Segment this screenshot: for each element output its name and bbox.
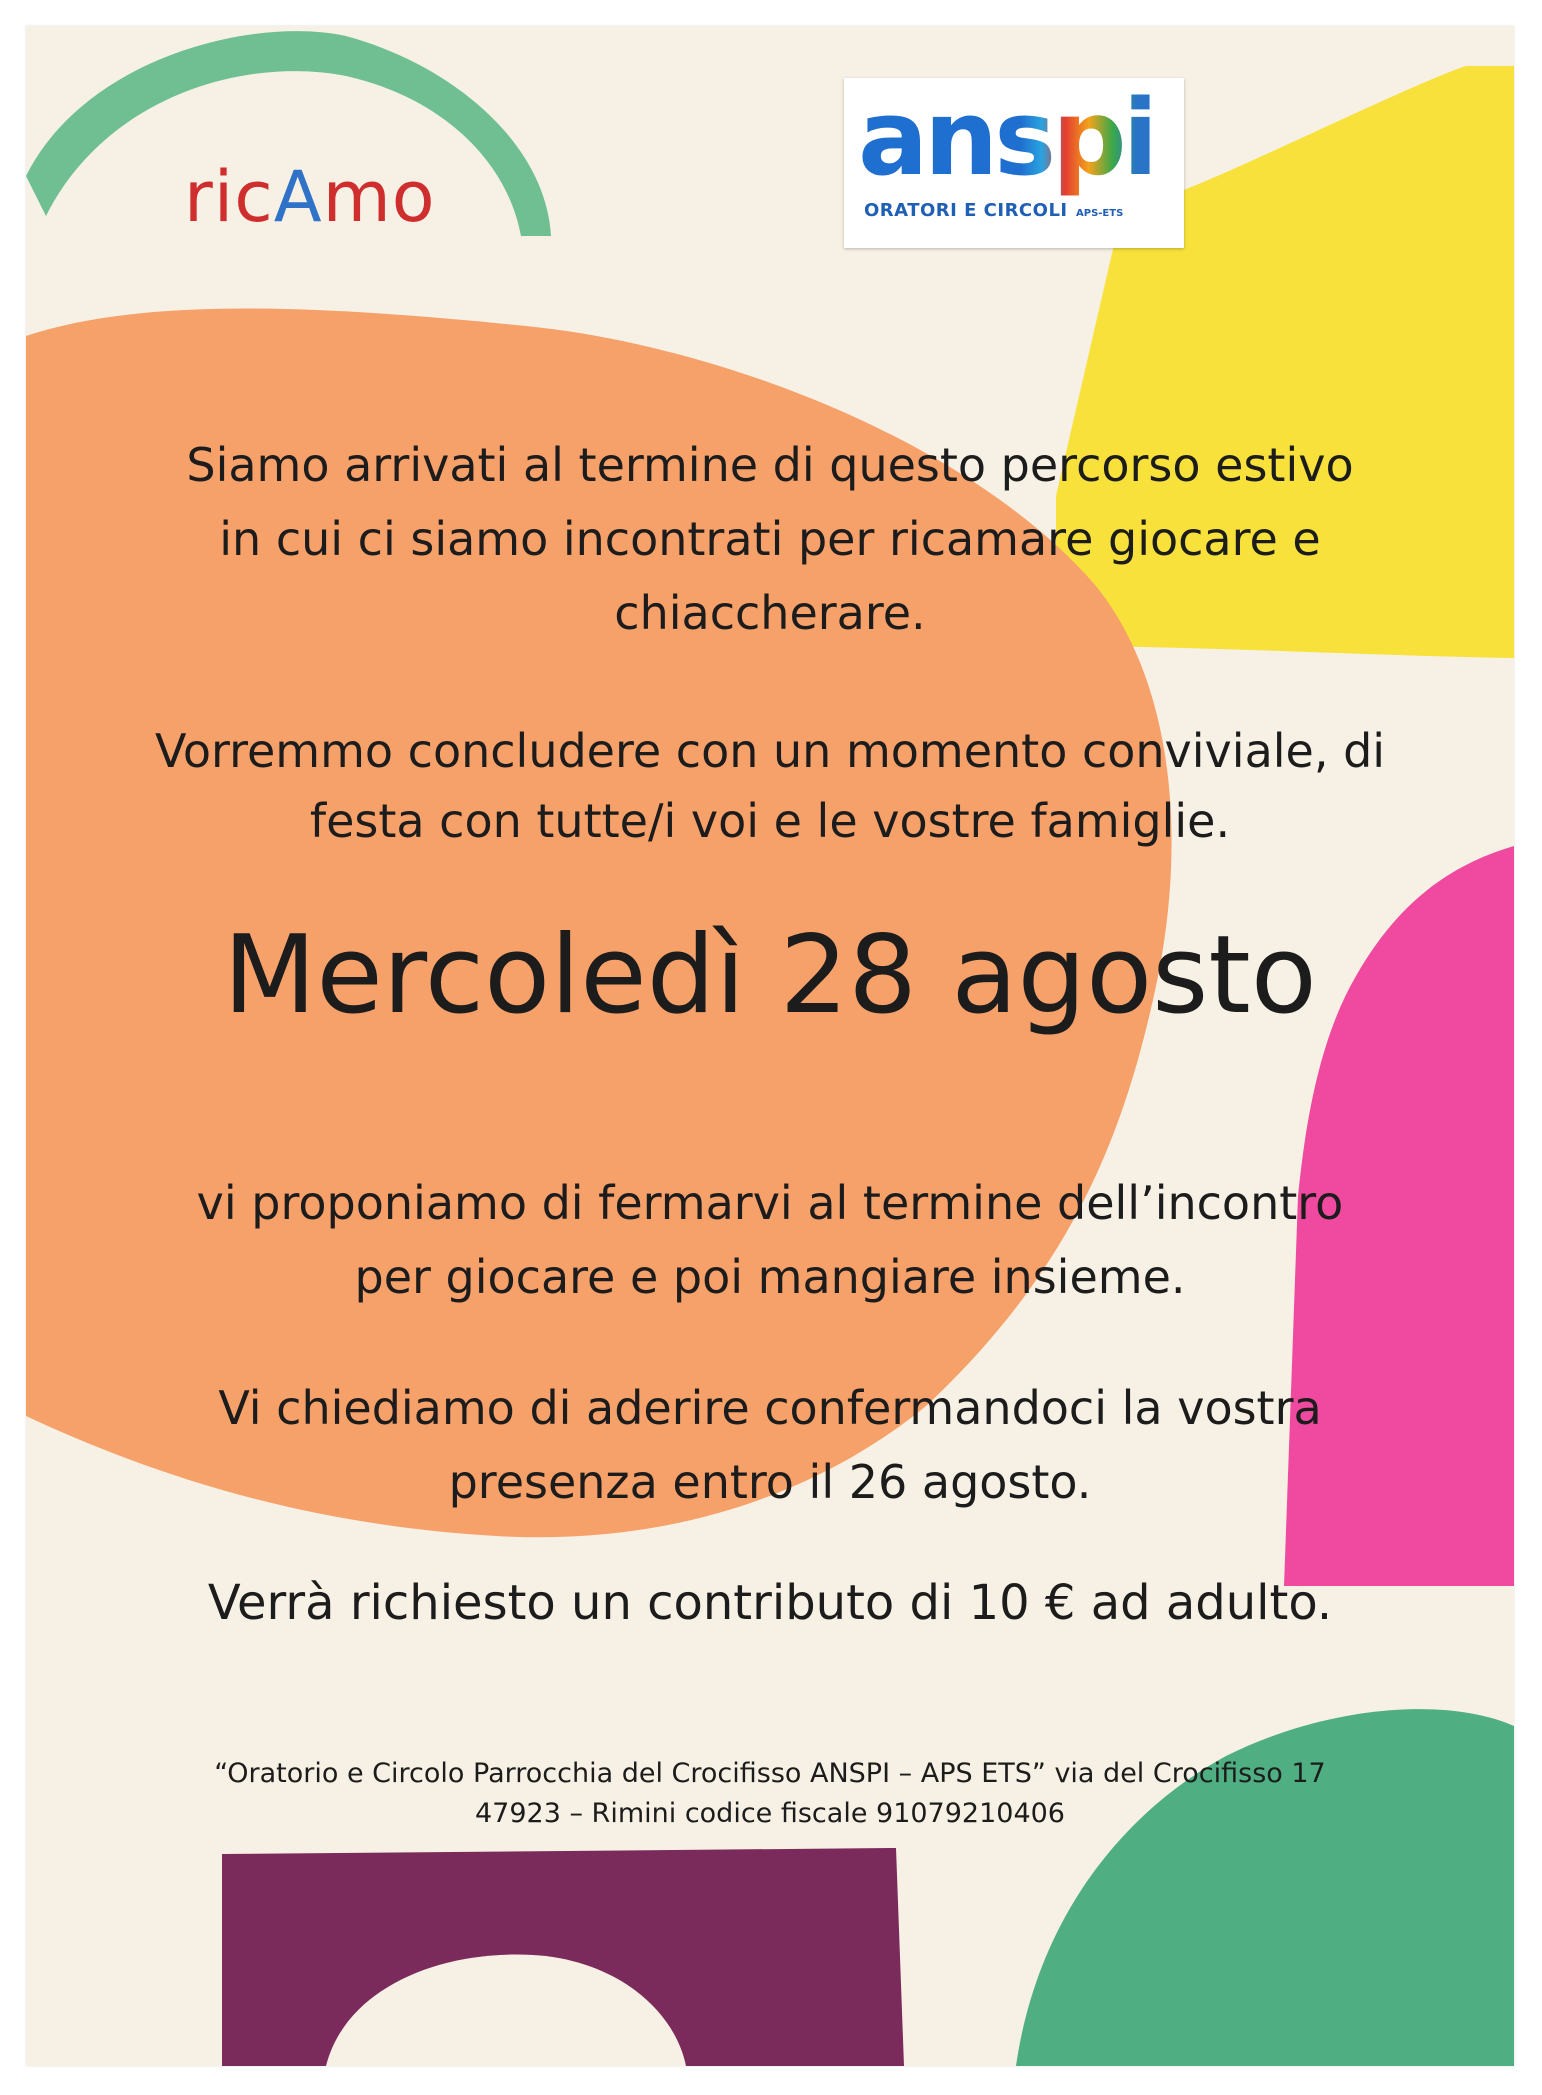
invite-line-2: festa con tutte/i voi e le vostre famiglie. <box>309 794 1231 848</box>
intro-paragraph <box>26 428 1514 650</box>
event-date: Mercoledì 28 agosto <box>223 913 1317 1038</box>
proposal-line-1: vi proponiamo di fermarvi al termine dell’incontro <box>196 1176 1344 1230</box>
proposal-line-2: per giocare e poi mangiare insieme. <box>354 1250 1186 1304</box>
footer-line-1: “Oratorio e Circolo Parrocchia del Crocifisso ANSPI – APS ETS” via del Crocifisso 17 <box>214 1758 1326 1789</box>
intro-line-2: in cui ci siamo incontrati per ricamare giocare e <box>219 512 1321 566</box>
rsvp-line-2: presenza entro il 26 agosto. <box>448 1455 1092 1509</box>
ricamo-logo <box>184 156 436 238</box>
intro-line-1: Siamo arrivati al termine di questo percorso estivo <box>186 438 1354 492</box>
anspi-logo-word: anspi <box>858 77 1155 199</box>
rsvp-paragraph <box>26 1371 1514 1519</box>
ricamo-logo-suffix: mo <box>322 156 436 238</box>
anspi-logo <box>844 78 1184 248</box>
ricamo-logo-prefix: ric <box>184 156 274 238</box>
intro-line-3: chiaccherare. <box>614 586 926 640</box>
invite-paragraph <box>26 716 1514 856</box>
proposal-paragraph <box>26 1166 1514 1314</box>
rsvp-line-1: Vi chiediamo di aderire confermandoci la vostra <box>218 1381 1322 1435</box>
anspi-logo-subtitle: ORATORI E CIRCOLI <box>864 200 1068 221</box>
anspi-logo-tag: APS-ETS <box>1076 208 1124 219</box>
footer-address <box>26 1754 1514 1834</box>
poster <box>26 26 1514 2066</box>
invite-line-1: Vorremmo concludere con un momento conviviale, di <box>154 724 1386 778</box>
footer-line-2: 47923 – Rimini codice fiscale 91079210406 <box>475 1798 1065 1829</box>
fee-notice: Verrà richiesto un contributo di 10 € ad adulto. <box>207 1575 1333 1631</box>
ricamo-logo-accent: A <box>273 156 323 238</box>
